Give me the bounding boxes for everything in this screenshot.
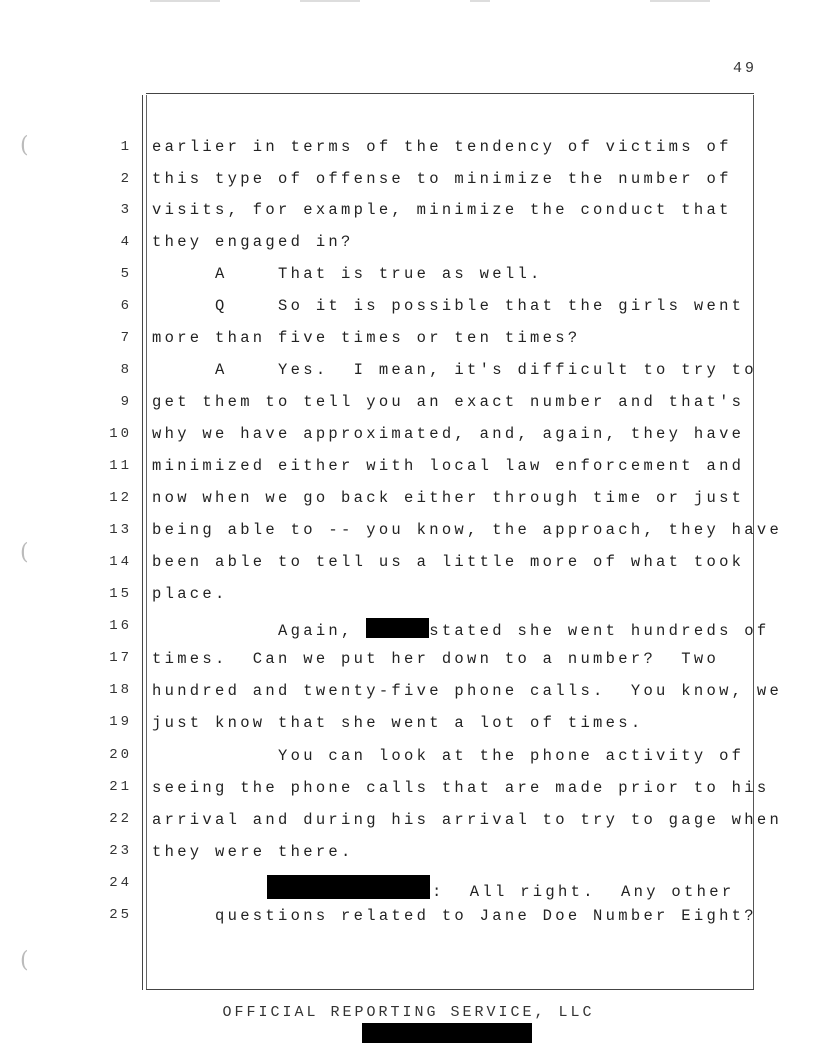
transcript-line: You can look at the phone activity of	[152, 747, 745, 765]
footer-reporter-name: OFFICIAL REPORTING SERVICE, LLC	[222, 1004, 595, 1021]
transcript-line: earlier in terms of the tendency of victims of	[152, 138, 732, 156]
line-number: 22	[109, 811, 132, 827]
line-number: 13	[109, 522, 132, 538]
line-number: 4	[120, 234, 132, 250]
transcript-line: get them to tell you an exact number and that's	[152, 393, 745, 411]
transcript-line: seeing the phone calls that are made prior to his	[152, 779, 770, 797]
line-number: 15	[109, 586, 132, 602]
frame-bottom-rule	[146, 989, 754, 990]
transcript-line: times. Can we put her down to a number? Two	[152, 650, 720, 668]
line-number: 7	[120, 330, 132, 346]
transcript-line: visits, for example, minimize the conduct that	[152, 201, 732, 219]
transcript-line: just know that she went a lot of times.	[152, 714, 644, 732]
line-number: 19	[109, 714, 132, 730]
line-number: 9	[120, 394, 132, 410]
transcript-line: this type of offense to minimize the number of	[152, 170, 732, 188]
transcript-line: been able to tell us a little more of what took	[152, 553, 745, 571]
frame-left-rule	[142, 95, 143, 990]
frame-top-rule	[146, 93, 754, 94]
line-number: 3	[120, 202, 132, 218]
line-number: 24	[109, 875, 132, 891]
line-number: 16	[109, 618, 132, 634]
transcript-line: they were there.	[152, 843, 354, 861]
transcript-line: A That is true as well.	[152, 265, 543, 283]
transcript-line: questions related to Jane Doe Number Eight?	[152, 907, 757, 925]
transcript-line: more than five times or ten times?	[152, 329, 581, 347]
page-number: 49	[732, 60, 757, 77]
scan-mark	[150, 0, 220, 2]
transcript-line: they engaged in?	[152, 233, 354, 251]
line-text-after-redaction: : All right. Any other	[432, 883, 735, 901]
line-number: 18	[109, 682, 132, 698]
line-number: 17	[109, 650, 132, 666]
line-number: 12	[109, 490, 132, 506]
transcript-line: arrival and during his arrival to try to gage when	[152, 811, 783, 829]
frame-left-inner-rule	[146, 95, 147, 990]
punch-hole-mark: (	[20, 948, 29, 973]
scan-mark	[470, 0, 490, 2]
transcript-line: minimized either with local law enforcement and	[152, 457, 745, 475]
transcript-line: Q So it is possible that the girls went	[152, 297, 745, 315]
frame-right-rule	[753, 95, 754, 990]
line-number: 21	[109, 779, 132, 795]
line-number: 14	[109, 554, 132, 570]
scan-mark	[300, 0, 360, 2]
transcript-line: place.	[152, 585, 228, 603]
transcript-line: now when we go back either through time or just	[152, 489, 745, 507]
line-text-before-redaction: Again,	[152, 622, 367, 640]
line-number: 5	[120, 266, 132, 282]
transcript-line: why we have approximated, and, again, they have	[152, 425, 745, 443]
line-number: 1	[120, 139, 132, 155]
redaction-box	[366, 618, 429, 638]
transcript-line: hundred and twenty-five phone calls. You know, we	[152, 682, 783, 700]
line-number: 25	[109, 907, 132, 923]
line-number: 10	[109, 426, 132, 442]
punch-hole-mark: (	[20, 540, 29, 565]
line-number: 20	[109, 747, 132, 763]
transcript-line: A Yes. I mean, it's difficult to try to	[152, 361, 757, 379]
transcript-line: being able to -- you know, the approach, they have	[152, 521, 783, 539]
line-number: 2	[120, 171, 132, 187]
transcript-line	[152, 618, 769, 640]
redaction-box	[267, 875, 430, 899]
line-number: 6	[120, 298, 132, 314]
redaction-box	[362, 1023, 532, 1043]
scan-mark	[650, 0, 710, 2]
line-number: 8	[120, 362, 132, 378]
transcript-line	[152, 875, 734, 901]
line-number: 11	[109, 458, 132, 474]
line-text-after-redaction: stated she went hundreds of	[429, 622, 770, 640]
punch-hole-mark: (	[20, 133, 29, 158]
line-number: 23	[109, 843, 132, 859]
